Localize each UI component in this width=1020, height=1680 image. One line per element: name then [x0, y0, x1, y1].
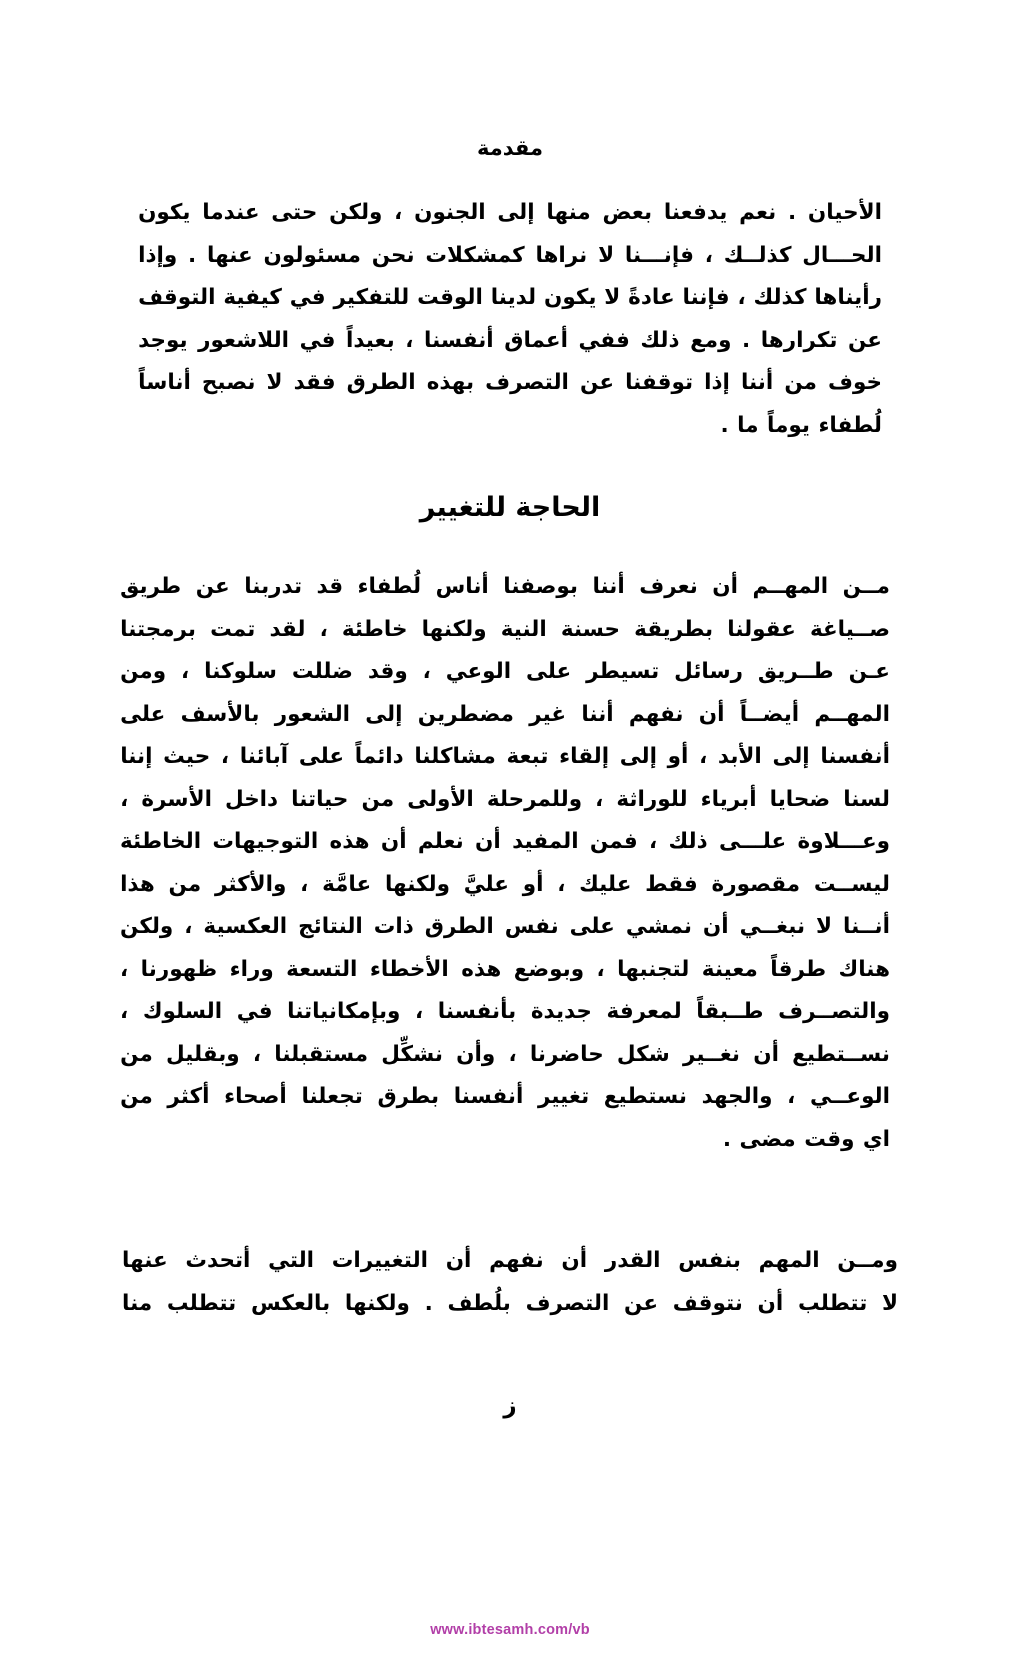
paragraph-1-line-1: الأحيان . نعم يدفعنا بعض منها إلى الجنون ، ولكن حتى عندما يكون [138, 200, 882, 225]
paragraph-2-line-5: أنفسنا إلى الأبد ، أو إلى إلقاء تبعة مشاكلنا دائماً على آبائنا ، حيث إننا [120, 744, 890, 769]
paragraph-2 [120, 566, 890, 1161]
paragraph-2-line-12: نســتطيع أن نغــير شكل حاضرنا ، وأن نشكِّل مستقبلنا ، وبقليل من [120, 1041, 890, 1067]
section-heading: الحاجة للتغيير [419, 492, 601, 523]
page-number: ز [503, 1393, 517, 1419]
paragraph-1-line-5: خوف من أننا إذا توقفنا عن التصرف بهذه الطرق فقد لا نصبح أناساً [138, 370, 882, 395]
paragraph-2-line-14: اي وقت مضى . [722, 1126, 890, 1152]
paragraph-1 [138, 192, 882, 447]
paragraph-2-line-1: مــن المهــم أن نعرف أننا بوصفنا أناس لُطفاء قد تدربنا عن طريق [120, 574, 890, 599]
paragraph-2-line-11: والتصــرف طــبقاً لمعرفة جديدة بأنفسنا ، وبإمكانياتنا في السلوك ، [120, 999, 890, 1024]
paragraph-1-body [138, 192, 882, 447]
paragraph-2-body [120, 566, 890, 1161]
paragraph-2-line-10: هناك طرقاً معينة لتجنبها ، وبوضع هذه الأخطاء التسعة وراء ظهورنا ، [120, 956, 890, 982]
paragraph-2-line-13: الوعــي ، والجهد نستطيع تغيير أنفسنا بطرق تجعلنا أصحاء أكثر من [120, 1084, 890, 1109]
paragraph-2-line-9: أنــنا لا نبغــي أن نمشي على نفس الطرق ذات النتائج العكسية ، ولكن [120, 914, 890, 939]
paragraph-1-line-4: عن تكرارها . ومع ذلك ففي أعماق أنفسنا ، بعيداً في اللاشعور يوجد [138, 327, 882, 353]
paragraph-2-line-6: لسنا ضحايا أبرياء للوراثة ، وللمرحلة الأولى من حياتنا داخل الأسرة ، [120, 786, 890, 812]
paragraph-3-body [122, 1240, 898, 1325]
paragraph-1-line-3: رأيناها كذلك ، فإننا عادةً لا يكون لدينا الوقت للتفكير في كيفية التوقف [138, 285, 882, 310]
paragraph-2-line-2: صــياغة عقولنا بطريقة حسنة النية ولكنها خاطئة ، لقد تمت برمجتنا [120, 616, 890, 642]
paragraph-3-line-2: لا تتطلب أن نتوقف عن التصرف بلُطف . ولكنها بالعكس تتطلب منا [122, 1290, 898, 1316]
paragraph-3-line-1: ومــن المهم بنفس القدر أن نفهم أن التغييرات التي أتحدث عنها [122, 1248, 898, 1273]
paragraph-2-line-8: ليســت مقصورة فقط عليك ، أو عليَّ ولكنها عامَّة ، والأكثر من هذا [120, 871, 890, 897]
paragraph-2-line-7: وعـــلاوة علـــى ذلك ، فمن المفيد أن نعلم أن هذه التوجيهات الخاطئة [120, 829, 890, 854]
paragraph-1-line-2: الحـــال كذلــك ، فإنـــنا لا نراها كمشكلات نحن مسئولون عنها . وإذا [138, 242, 882, 268]
paragraph-2-line-4: المهــم أيضــاً أن نفهم أننا غير مضطرين إلى الشعور بالأسف على [120, 701, 890, 727]
running-head: مقدمة [477, 136, 543, 160]
site-watermark: www.ibtesamh.com/vb [430, 1622, 590, 1638]
paragraph-1-line-6: لُطفاء يوماً ما . [720, 412, 882, 438]
paragraph-3 [122, 1240, 898, 1325]
paragraph-2-line-3: عـن طــريق رسائل تسيطر على الوعي ، وقد ضللت سلوكنا ، ومن [120, 659, 890, 684]
